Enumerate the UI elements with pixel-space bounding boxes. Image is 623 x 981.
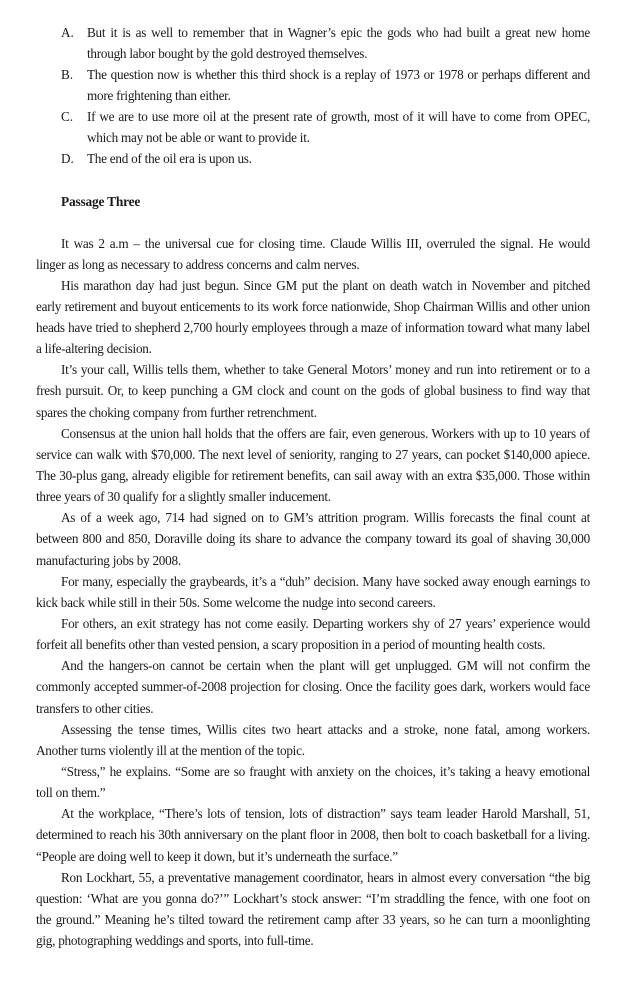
option-text xyxy=(87,106,590,148)
text-line: If we are to use more oil at the present rate of growth, most of it will have to come from OPEC, xyxy=(87,109,590,124)
paragraph xyxy=(36,803,590,866)
text-line: early retirement and buyout enticements to its work force nationwide, Shop Chairman Willis and other union xyxy=(36,298,590,314)
option-text xyxy=(87,22,590,64)
option-letter: A. xyxy=(61,25,74,40)
paragraph xyxy=(36,359,590,422)
text-line: “Stress,” he explains. “Some are so fraught with anxiety on the choices, it’s taking a heavy emotional xyxy=(61,764,590,780)
text-line: toll on them.” xyxy=(36,785,106,801)
text-line: through labor bought by the gold destroyed themselves. xyxy=(87,46,368,61)
text-line: manufacturing jobs by 2008. xyxy=(36,552,181,568)
text-line: linger as long as necessary to address concerns and calm nerves. xyxy=(36,256,360,272)
text-line: gig, photographing weddings and sports, into full-time. xyxy=(36,933,314,949)
answer-option xyxy=(0,64,623,106)
paragraph xyxy=(36,423,590,508)
text-line: fresh pursuit. Or, to keep punching a GM clock and count on the gods of global business to find way that xyxy=(36,383,590,399)
text-line: transfers to other cities. xyxy=(36,700,154,716)
paragraph xyxy=(36,507,590,570)
text-line: As of a week ago, 714 had signed on to GM’s attrition program. Willis forecasts the final count at xyxy=(61,510,590,526)
text-line: At the workplace, “There’s lots of tension, lots of distraction” says team leader Harold Marshall, 51, xyxy=(61,806,590,822)
text-line: His marathon day had just begun. Since GM put the plant on death watch in November and pitched xyxy=(61,277,590,293)
text-line: heads have tried to shepherd 2,700 hourly employees through a maze of information toward what many label xyxy=(36,320,590,336)
paragraph xyxy=(36,233,590,275)
text-line: And the hangers-on cannot be certain when the plant will get unplugged. GM will not confirm the xyxy=(61,658,590,674)
text-line: The 30-plus gang, already eligible for retirement benefits, can sail away with an extra $35,000. Those within xyxy=(36,468,590,484)
text-line: commonly accepted summer-of-2008 projection for closing. Once the facility goes dark, workers would face xyxy=(36,679,590,695)
text-line: spares the choking company from further retrenchment. xyxy=(36,404,317,420)
text-line: determined to reach his 30th anniversary on the plant floor in 2008, then bolt to coach basketball for a living. xyxy=(36,827,590,843)
option-letter: B. xyxy=(61,67,74,82)
answer-options-list xyxy=(0,22,623,169)
text-line: For others, an exit strategy has not come easily. Departing workers shy of 27 years’ experience would xyxy=(61,616,590,632)
text-line: But it is as well to remember that in Wagner’s epic the gods who had built a great new home xyxy=(87,25,590,40)
text-line: three years of 30 qualify for a slightly smaller inducement. xyxy=(36,489,331,505)
passage-body xyxy=(36,233,590,952)
text-line: Assessing the tense times, Willis cites two heart attacks and a stroke, none fatal, among workers. xyxy=(61,721,590,737)
paragraph xyxy=(36,655,590,718)
text-line: a life-altering decision. xyxy=(36,341,152,357)
text-line: forfeit all benefits other than vested pension, a scary proposition in a period of mounting health costs. xyxy=(36,637,546,653)
text-line: Consensus at the union hall holds that the offers are fair, even generous. Workers with up to 10 years of xyxy=(61,425,590,441)
text-line: service can walk with $70,000. The next level of seniority, ranging to 27 years, can pocket $140,000 apiece. xyxy=(36,446,590,462)
text-line: which may not be able or want to provide it. xyxy=(87,130,310,145)
paragraph xyxy=(36,719,590,761)
text-line: For many, especially the graybeards, it’s a “duh” decision. Many have socked away enough earnings to xyxy=(61,573,590,589)
paragraph xyxy=(36,571,590,613)
paragraph xyxy=(36,275,590,360)
answer-option xyxy=(0,22,623,64)
paragraph xyxy=(36,867,590,952)
text-line: “People are doing well to keep it down, but it’s underneath the surface.” xyxy=(36,848,398,864)
text-line: It was 2 a.m – the universal cue for closing time. Claude Willis III, overruled the signal. He would xyxy=(61,235,590,251)
option-text xyxy=(87,64,590,106)
option-letter: C. xyxy=(61,109,74,124)
text-line: Ron Lockhart, 55, a preventative management coordinator, hears in almost every conversation “the big xyxy=(61,869,590,885)
answer-option xyxy=(0,148,623,169)
text-line: It’s your call, Willis tells them, whether to take General Motors’ money and run into retirement or to a xyxy=(61,362,590,378)
passage-title: Passage Three xyxy=(61,194,141,209)
text-line: question: ‘What are you gonna do?’” Lockhart’s stock answer: “I’m straddling the fence, with one foot on xyxy=(36,890,590,906)
option-letter: D. xyxy=(61,151,74,166)
text-line: The end of the oil era is upon us. xyxy=(87,151,252,166)
text-line: kick back while still in their 50s. Some welcome the nudge into second careers. xyxy=(36,594,436,610)
text-line: more frightening than either. xyxy=(87,88,231,103)
option-text xyxy=(87,148,590,169)
paragraph xyxy=(36,613,590,655)
answer-option xyxy=(0,106,623,148)
text-line: Another turns violently ill at the mention of the topic. xyxy=(36,742,305,758)
text-line: The question now is whether this third shock is a replay of 1973 or 1978 or perhaps different and xyxy=(87,67,590,82)
text-line: between 800 and 850, Doraville doing its share to advance the company toward its goal of shaving 30,000 xyxy=(36,531,590,547)
paragraph xyxy=(36,761,590,803)
text-line: the ground.” Meaning he’s tilted toward the retirement camp after 33 years, so he can turn a moonlighting xyxy=(36,912,590,927)
